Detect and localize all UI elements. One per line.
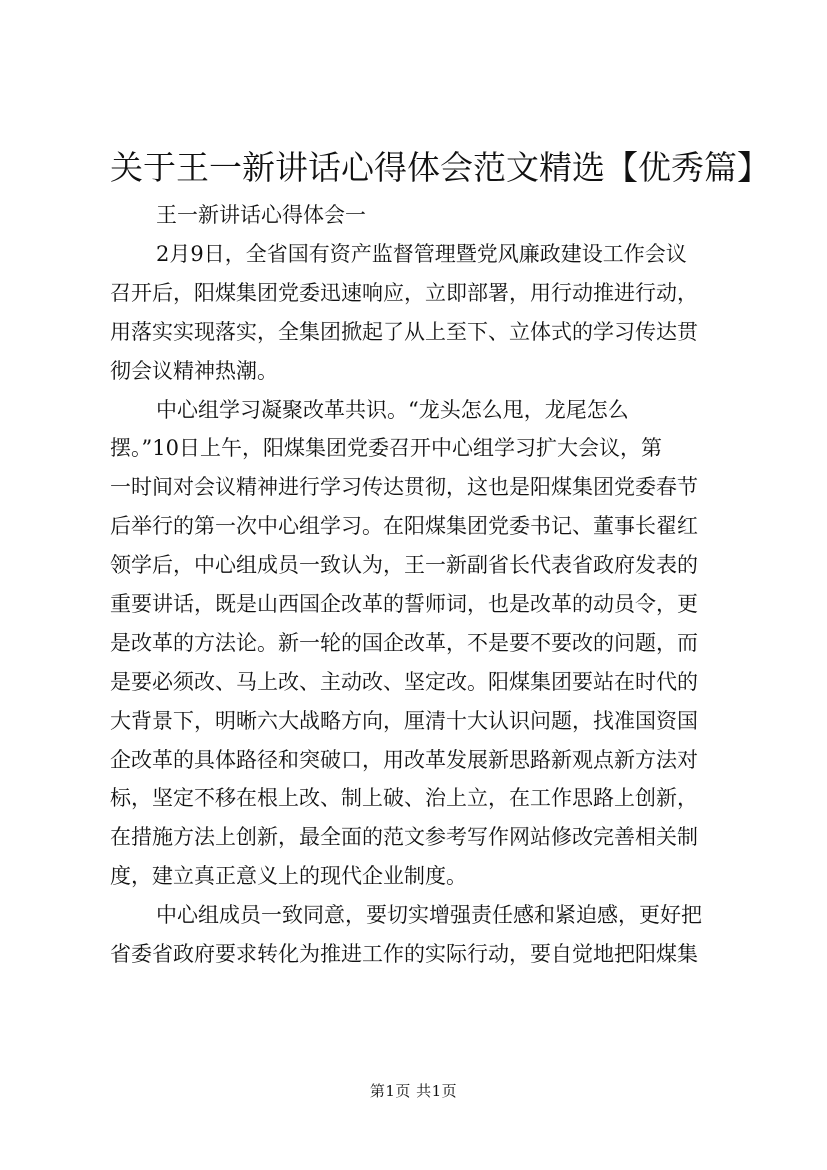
document-body — [110, 196, 722, 974]
paragraph-line: 省委省政府要求转化为推进工作的实际行动，要自觉地把阳煤集 — [110, 942, 698, 967]
paragraph-line: 中心组成员一致同意，要切实增强责任感和紧迫感，更好把 — [156, 903, 702, 928]
paragraph-line: 大背景下，明晰六大战略方向，厘清十大认识问题，找准国资国 — [110, 708, 698, 733]
paragraph-1 — [110, 235, 722, 391]
paragraph-line: 是要必须改、马上改、主动改、坚定改。阳煤集团要站在时代的 — [110, 669, 698, 694]
paragraph-line: 用落实实现落实，全集团掀起了从上至下、立体式的学习传达贯 — [110, 319, 698, 344]
paragraph-line: 中心组学习凝聚改革共识。“龙头怎么甩，龙尾怎么 — [156, 397, 629, 422]
paragraph-2 — [110, 391, 722, 897]
paragraph-line: 召开后，阳煤集团党委迅速响应，立即部署，用行动推进行动， — [110, 280, 698, 305]
paragraph-line: 领学后，中心组成员一致认为，王一新副省长代表省政府发表的 — [110, 553, 698, 578]
paragraph-line: 是改革的方法论。新一轮的国企改革，不是要不要改的问题，而 — [110, 630, 698, 655]
page-footer: 第1页 共1页 — [369, 1082, 458, 1100]
paragraph-line: 企改革的具体路径和突破口，用改革发展新思路新观点新方法对 — [110, 747, 698, 772]
paragraph-line: 2月9日，全省国有资产监督管理暨党风廉政建设工作会议 — [156, 242, 687, 266]
paragraph-line: 一时间对会议精神进行学习传达贯彻，这也是阳煤集团党委春节 — [110, 475, 698, 500]
paragraph-line: 在措施方法上创新，最全面的范文参考写作网站修改完善相关制 — [110, 825, 698, 850]
paragraph-line: 彻会议精神热潮。 — [110, 358, 278, 383]
document-title: 关于王一新讲话心得体会范文精选【优秀篇】 — [110, 148, 770, 187]
paragraph-3 — [110, 896, 722, 974]
paragraph-line: 重要讲话，既是山西国企改革的誓师词，也是改革的动员令，更 — [110, 592, 698, 617]
section-subtitle: 王一新讲话心得体会一 — [156, 203, 366, 227]
paragraph-line: 摆。”10日上午，阳煤集团党委召开中心组学习扩大会议，第 — [110, 436, 662, 461]
paragraph-line: 度，建立真正意义上的现代企业制度。 — [110, 864, 467, 889]
paragraph-line: 后举行的第一次中心组学习。在阳煤集团党委书记、董事长翟红 — [110, 514, 698, 539]
paragraph-line: 标，坚定不移在根上改、制上破、治上立，在工作思路上创新， — [110, 786, 698, 811]
